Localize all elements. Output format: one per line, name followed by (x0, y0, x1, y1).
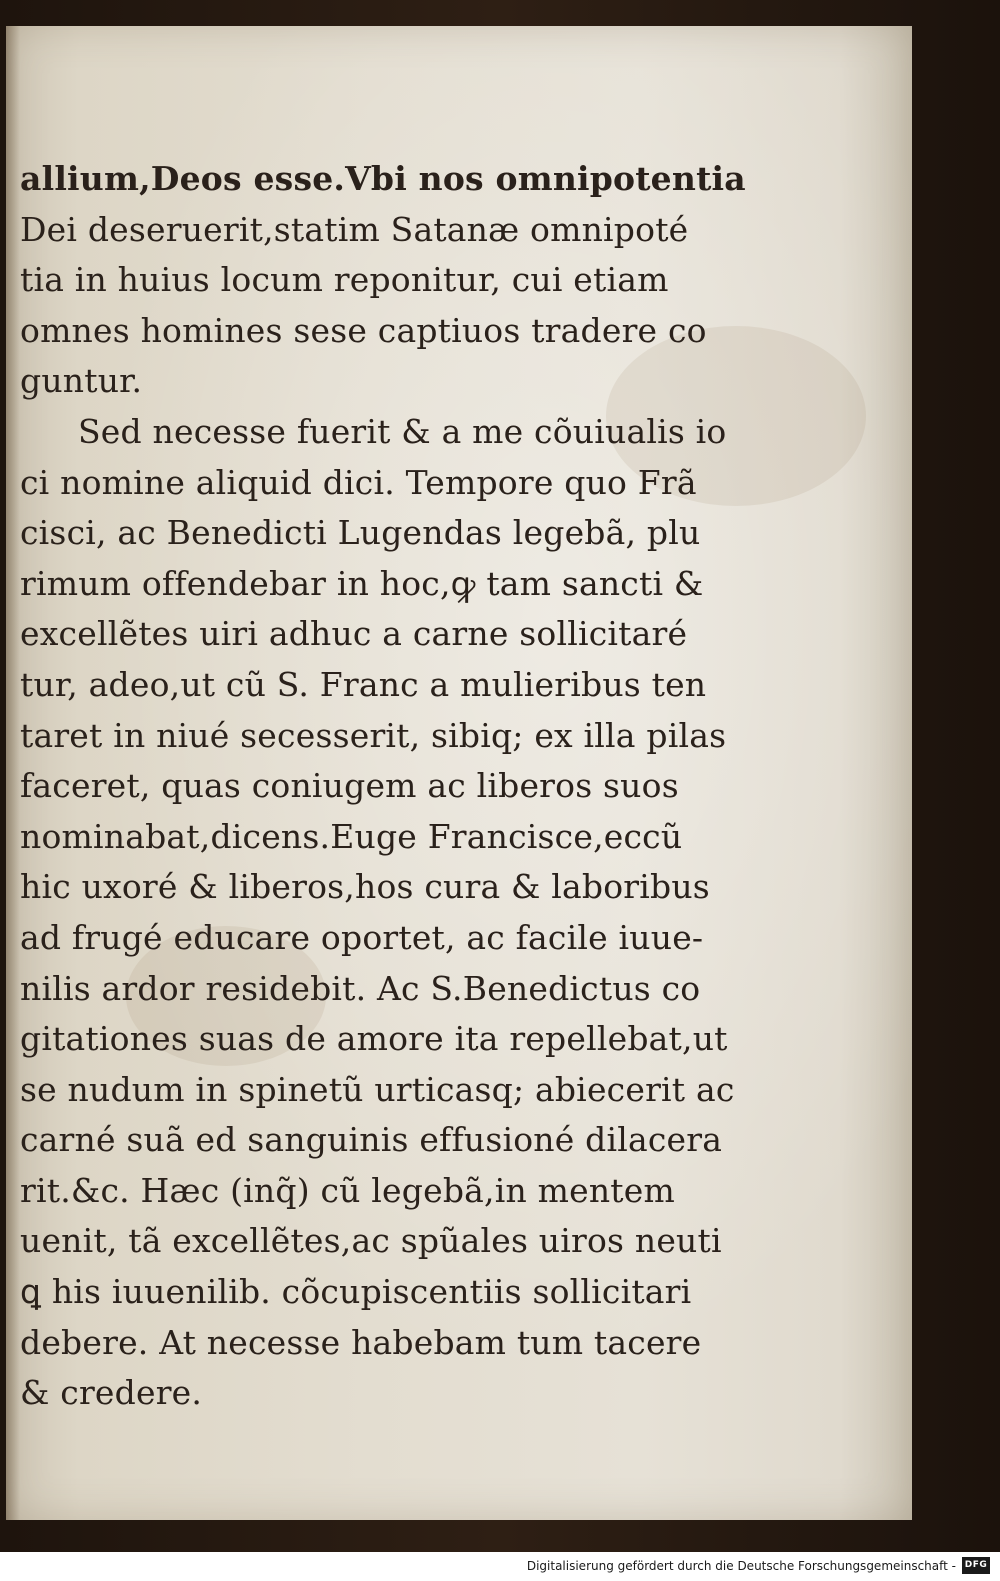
text-line: carné suã ed sanguinis effusioné dilacera (20, 1120, 723, 1160)
body-text (20, 154, 746, 1419)
digitization-credit: Digitalisierung gefördert durch die Deutsche Forschungsgemeinschaft - (526, 1559, 956, 1573)
text-line: nominabat,dicens.Euge Francisce,eccũ (20, 816, 683, 856)
text-line: rit.&c. Hæc (inq̃) cũ legebã,in mentem (20, 1170, 675, 1210)
text-line: nilis ardor residebit. Ac S.Benedictus co (20, 968, 701, 1008)
dfg-logo-icon: DFG (962, 1557, 990, 1574)
text-line: tur, adeo,ut cũ S. Franc a mulieribus ten (20, 664, 707, 704)
text-line: faceret, quas coniugem ac liberos suos (20, 766, 679, 806)
text-line: Sed necesse fuerit & a me cõuiualis io (78, 411, 727, 451)
text-line: gitationes suas de amore ita repellebat,ut (20, 1019, 728, 1059)
text-line: allium,Deos esse.Vbi nos omnipotentia (20, 159, 746, 198)
text-line: ꝗ his iuuenilib. cõcupiscentiis sollicitari (20, 1272, 692, 1312)
text-line: cisci, ac Benedicti Lugendas legebã, plu (20, 513, 701, 553)
text-line: se nudum in spinetũ urticasq; abiecerit ac (20, 1069, 735, 1109)
text-line: uenit, tã excellẽtes,ac spũales uiros neuti (20, 1221, 722, 1261)
page-spine-shadow (6, 26, 20, 1520)
text-line: ci nomine aliquid dici. Tempore quo Frã (20, 462, 697, 502)
text-line: omnes homines sese captiuos tradere co (20, 310, 707, 350)
text-line: guntur. (20, 361, 143, 401)
book-page (6, 26, 912, 1520)
text-line: Dei deseruerit,statim Satanæ omnipoté (20, 209, 689, 249)
text-line: tia in huius locum reponitur, cui etiam (20, 260, 669, 300)
text-line: debere. At necesse habebam tum tacere (20, 1322, 702, 1362)
text-line: ad frugé educare oportet, ac facile iuue- (20, 917, 704, 957)
text-line: excellẽtes uiri adhuc a carne sollicitaré (20, 614, 688, 654)
text-line: & credere. (20, 1373, 203, 1413)
text-line: hic uxoré & liberos,hos cura & laboribus (20, 867, 710, 907)
text-line: rimum offendebar in hoc,ꝙ tam sancti & (20, 563, 704, 603)
text-line: taret in niué secesserit, sibiq; ex illa pilas (20, 715, 727, 755)
